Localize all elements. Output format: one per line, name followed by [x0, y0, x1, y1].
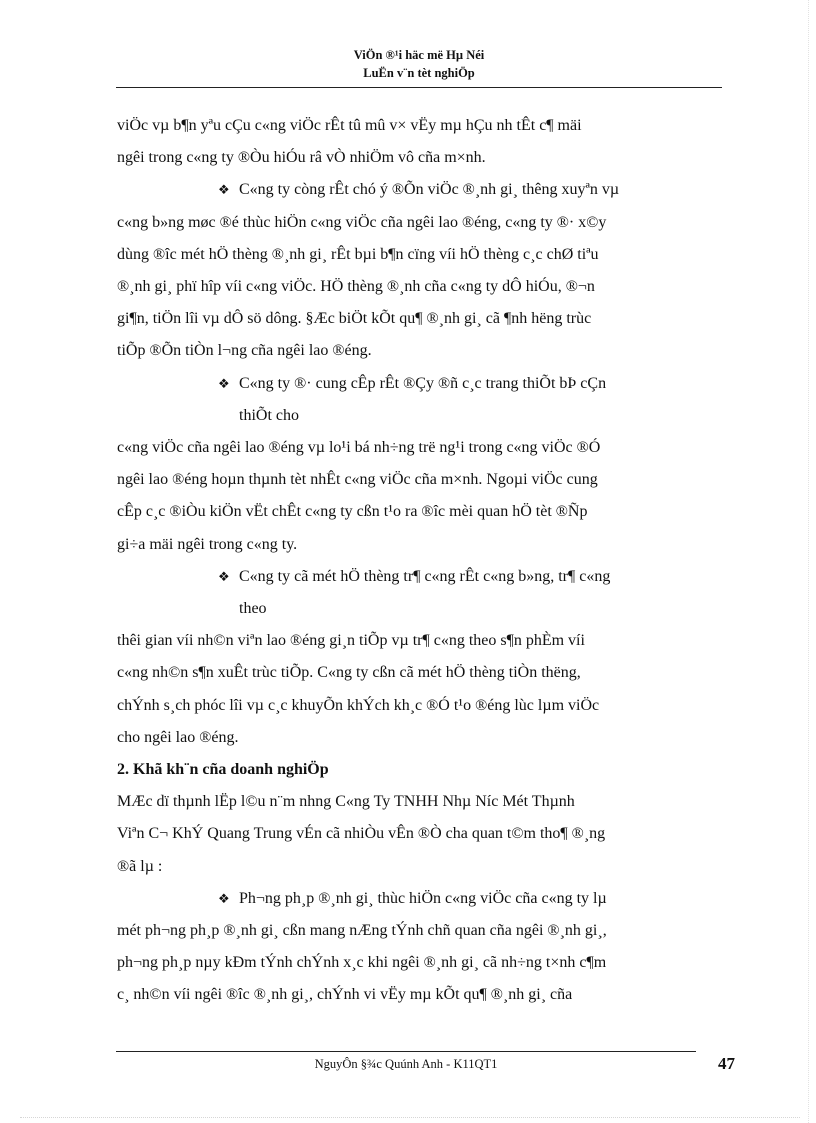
body-line: dùng ®îc mét hÖ thèng ®¸nh gi¸ rÊt bµi b¶n cïng víi hÖ thèng c¸c chØ tiªu — [117, 245, 599, 263]
bullet-text: Ph¬ng ph¸p ®¸nh gi¸ thùc hiÖn c«ng viÖc cña c«ng ty lµ — [239, 889, 607, 907]
bullet-text: C«ng ty còng rÊt chó ý ®Õn viÖc ®¸nh gi¸ thêng xuyªn vµ — [239, 181, 620, 199]
bullet-text: C«ng ty cã mét hÖ thèng tr¶ c«ng rÊt c«ng b»ng, tr¶ c«ng — [239, 567, 611, 585]
body-line: Viªn C¬ KhÝ Quang Trung vÉn cã nhiÒu vÊn ®Ò cha quan t©m tho¶ ®¸ng — [117, 825, 606, 843]
body-line: ph¬ng ph¸p nµy kÐm tÝnh chÝnh x¸c khi ngêi ®¸nh gi¸ cã nh÷ng t×nh c¶m — [117, 954, 607, 972]
bullet-item — [117, 883, 723, 915]
body-line: thêi gian víi nh©n viªn lao ®éng gi¸n tiÕp vµ tr¶ c«ng theo s¶n phÈm víi — [117, 632, 585, 650]
body-line: ®ã lµ : — [117, 857, 163, 875]
page-bottom-border — [20, 1117, 800, 1118]
body-line: viÖc vµ b¶n yªu cÇu c«ng viÖc rÊt tû mû v× vËy mµ hÇu nh tÊt c¶ mäi — [117, 117, 582, 134]
page-body — [117, 110, 723, 1012]
body-line: chÝnh s¸ch phóc lîi vµ c¸c khuyÕn khÝch kh¸c ®Ó t¹o ®éng lùc lµm viÖc — [117, 696, 600, 714]
header-divider — [116, 87, 722, 88]
diamond-bullet-icon: ❖ — [218, 568, 230, 584]
body-line: c«ng viÖc cña ngêi lao ®éng vµ lo¹i bá nh÷ng trë ng¹i trong c«ng viÖc ®Ó — [117, 439, 601, 457]
header-institute: ViÖn ®¹i häc më Hµ Néi — [353, 48, 485, 62]
body-line: MÆc dï thµnh lËp l©u n¨m nhng C«ng Ty TNHH Nhµ Níc Mét Thµnh — [117, 793, 575, 811]
header-thesis-title: LuËn v¨n tèt nghiÖp — [363, 66, 475, 80]
body-line: ®¸nh gi¸ phï hîp víi c«ng viÖc. HÖ thèng ®¸nh cña c«ng ty dÔ hiÓu, ®¬n — [117, 278, 595, 296]
body-line: gi¶n, tiÖn lîi vµ dÔ sö dông. §Æc biÖt kÕt qu¶ ®¸nh gi¸ cã ¶nh hëng trùc — [117, 310, 592, 328]
bullet-text: C«ng ty ®· cung cÊp rÊt ®Çy ®ñ c¸c trang thiÕt bÞ cÇn — [239, 374, 607, 392]
page-right-border — [808, 0, 809, 1123]
body-line: c¸ nh©n víi ngêi ®îc ®¸nh gi¸, chÝnh vi vËy mµ kÕt qu¶ ®¸nh gi¸ cña — [117, 986, 573, 1004]
body-line: ngêi trong c«ng ty ®Òu hiÓu râ vÒ nhiÖm vô cña m×nh. — [117, 149, 486, 167]
diamond-bullet-icon: ❖ — [218, 375, 230, 391]
page-header — [118, 46, 720, 82]
bullet-item — [117, 561, 723, 593]
body-line: c«ng nh©n s¶n xuÊt trùc tiÕp. C«ng ty cßn cã mét hÖ thèng tiÒn thëng, — [117, 664, 581, 682]
body-line: cho ngêi lao ®éng. — [117, 728, 239, 746]
body-line: cÊp c¸c ®iÒu kiÖn vËt chÊt c«ng ty cßn t¹o ra ®îc mèi quan hÖ tèt ®Ñp — [117, 503, 588, 521]
bullet-continuation: theo — [239, 600, 267, 618]
diamond-bullet-icon: ❖ — [218, 890, 230, 906]
body-line: ngêi lao ®éng hoµn thµnh tèt nhÊt c«ng viÖc cña m×nh. Ngoµi viÖc cung — [117, 471, 598, 489]
body-line: mét ph¬ng ph¸p ®¸nh gi¸ cßn mang nÆng tÝnh chñ quan cña ngêi ®¸nh gi¸, — [117, 922, 607, 940]
bullet-item — [117, 368, 723, 400]
body-line: tiÕp ®Õn tiÒn l¬ng cña ngêi lao ®éng. — [117, 342, 372, 360]
footer-divider — [116, 1051, 696, 1052]
bullet-continuation: thiÕt cho — [239, 406, 299, 424]
page-number: 47 — [718, 1054, 735, 1073]
diamond-bullet-icon: ❖ — [218, 182, 230, 198]
bullet-item — [117, 174, 723, 206]
section-heading: 2. Khã kh¨n cña doanh nghiÖp — [117, 761, 329, 779]
body-line: gi÷a mäi ngêi trong c«ng ty. — [117, 535, 298, 553]
footer-author: NguyÔn §¾c Quúnh Anh - K11QT1 — [314, 1057, 498, 1071]
body-line: c«ng b»ng møc ®é thùc hiÖn c«ng viÖc cña ngêi lao ®éng, c«ng ty ®· x©y — [117, 213, 607, 231]
